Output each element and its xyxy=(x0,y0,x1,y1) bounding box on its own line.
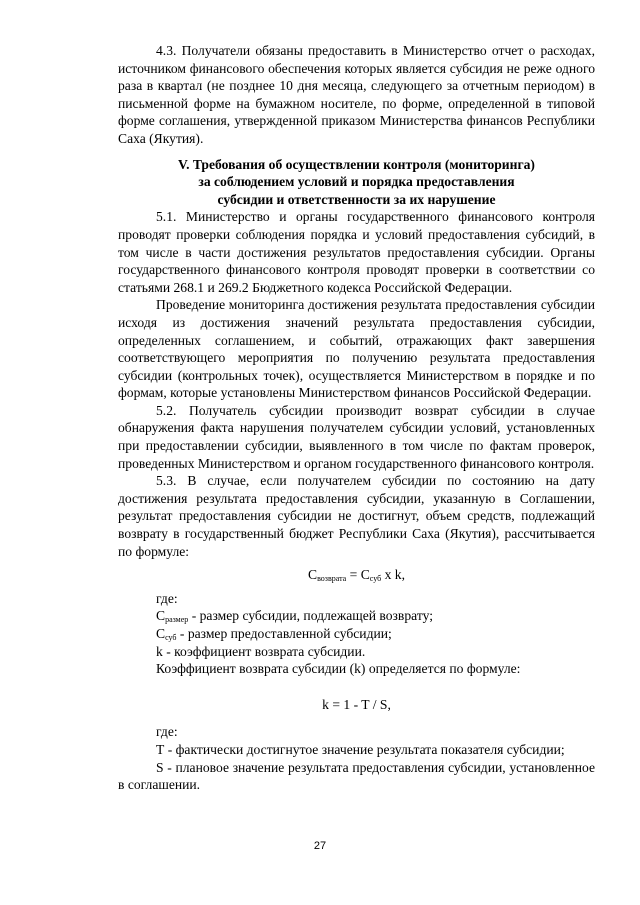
def-text-subsidy: - размер предоставленной субсидии; xyxy=(176,626,392,641)
paragraph-5-3: 5.3. В случае, если получателем субсидии по состоянию на дату достижения результата предоставления субсидии, указанную в Соглашении, результат предоставления субсидии не достигнут, объем средств, подлежащий возврату в государственный бюджет Республики Саха (Якутия), рассчитывается по формуле: xyxy=(118,473,595,559)
formula-sub-return: возврата xyxy=(317,574,347,584)
formula-return-amount xyxy=(118,566,595,584)
definition-return-size xyxy=(118,607,595,625)
def-sub-size: размер xyxy=(165,615,189,625)
formula-sub-subsidy: суб xyxy=(369,574,382,584)
definition-coefficient: k - коэффициент возврата субсидии. xyxy=(156,643,366,659)
definition-t: Т - фактически достигнутое значение результата показателя субсидии; xyxy=(156,741,565,757)
def-c: С xyxy=(156,608,166,624)
definition-subsidy-size xyxy=(118,625,595,643)
where-label-2: где: xyxy=(156,724,178,740)
paragraph-monitoring: Проведение мониторинга достижения результата предоставления субсидии исходя из достижения значений результата предоставления субсидии, определенных соглашением, и событий, отражающих факт завершения соответствующего мероприятия по получению результата предоставления субсидии (контрольных точек), осуществляется Министерством в порядке и по формам, которые установлены Министерством финансов Российской Федерации. xyxy=(118,297,595,401)
where-label-1: где: xyxy=(156,590,178,606)
page-number: 27 xyxy=(313,840,327,852)
def-sub-subsidy: суб xyxy=(165,633,177,642)
formula-rest: x k, xyxy=(381,567,405,583)
formula-coefficient: k = 1 - T / S, xyxy=(322,696,391,712)
formula-eq: = С xyxy=(346,567,370,583)
section-heading-line-1: V. Требования об осуществлении контроля (мониторинга) xyxy=(178,156,535,172)
paragraph-coefficient-intro: Коэффициент возврата субсидии (k) определяется по формуле: xyxy=(156,661,521,677)
section-heading xyxy=(118,156,595,209)
section-heading-line-2: за соблюдением условий и порядка предоставления xyxy=(198,174,515,190)
document-body xyxy=(118,42,595,794)
paragraph-5-2: 5.2. Получатель субсидии производит возврат субсидии в случае обнаружения факта нарушения получателем субсидии условий, установленных при предоставлении субсидии, выявленного в том числе по фактам проверок, проведенных Министерством и органом государственного финансового контроля. xyxy=(118,402,595,471)
definition-s: S - плановое значение результата предоставления субсидии, установленное в соглашении. xyxy=(118,759,595,793)
section-heading-line-3: субсидии и ответственности за их нарушение xyxy=(217,191,496,207)
formula-c: С xyxy=(308,567,318,583)
def-text-size: - размер субсидии, подлежащей возврату; xyxy=(188,608,433,624)
paragraph-4-3: 4.3. Получатели обязаны предоставить в Министерство отчет о расходах, источником финансового обеспечения которых является субсидия не реже одного раза в квартал (не позднее 10 дня месяца, следующего за отчетным периодом) в письменной форме на бумажном носителе, по форме, определенной в типовой форме соглашения, утвержденной приказом Министерства финансов Республики Саха (Якутия). xyxy=(118,43,595,146)
def-c2: С xyxy=(156,626,166,641)
paragraph-5-1: 5.1. Министерство и органы государственного финансового контроля проводят проверки соблюдения порядка и условий предоставления субсидий, в том числе в части достижения результатов предоставления субсидии. Органы государственного финансового контроля проводят проверки в соответствии со статьями 268.1 и 269.2 Бюджетного кодекса Российской Федерации. xyxy=(118,209,595,295)
